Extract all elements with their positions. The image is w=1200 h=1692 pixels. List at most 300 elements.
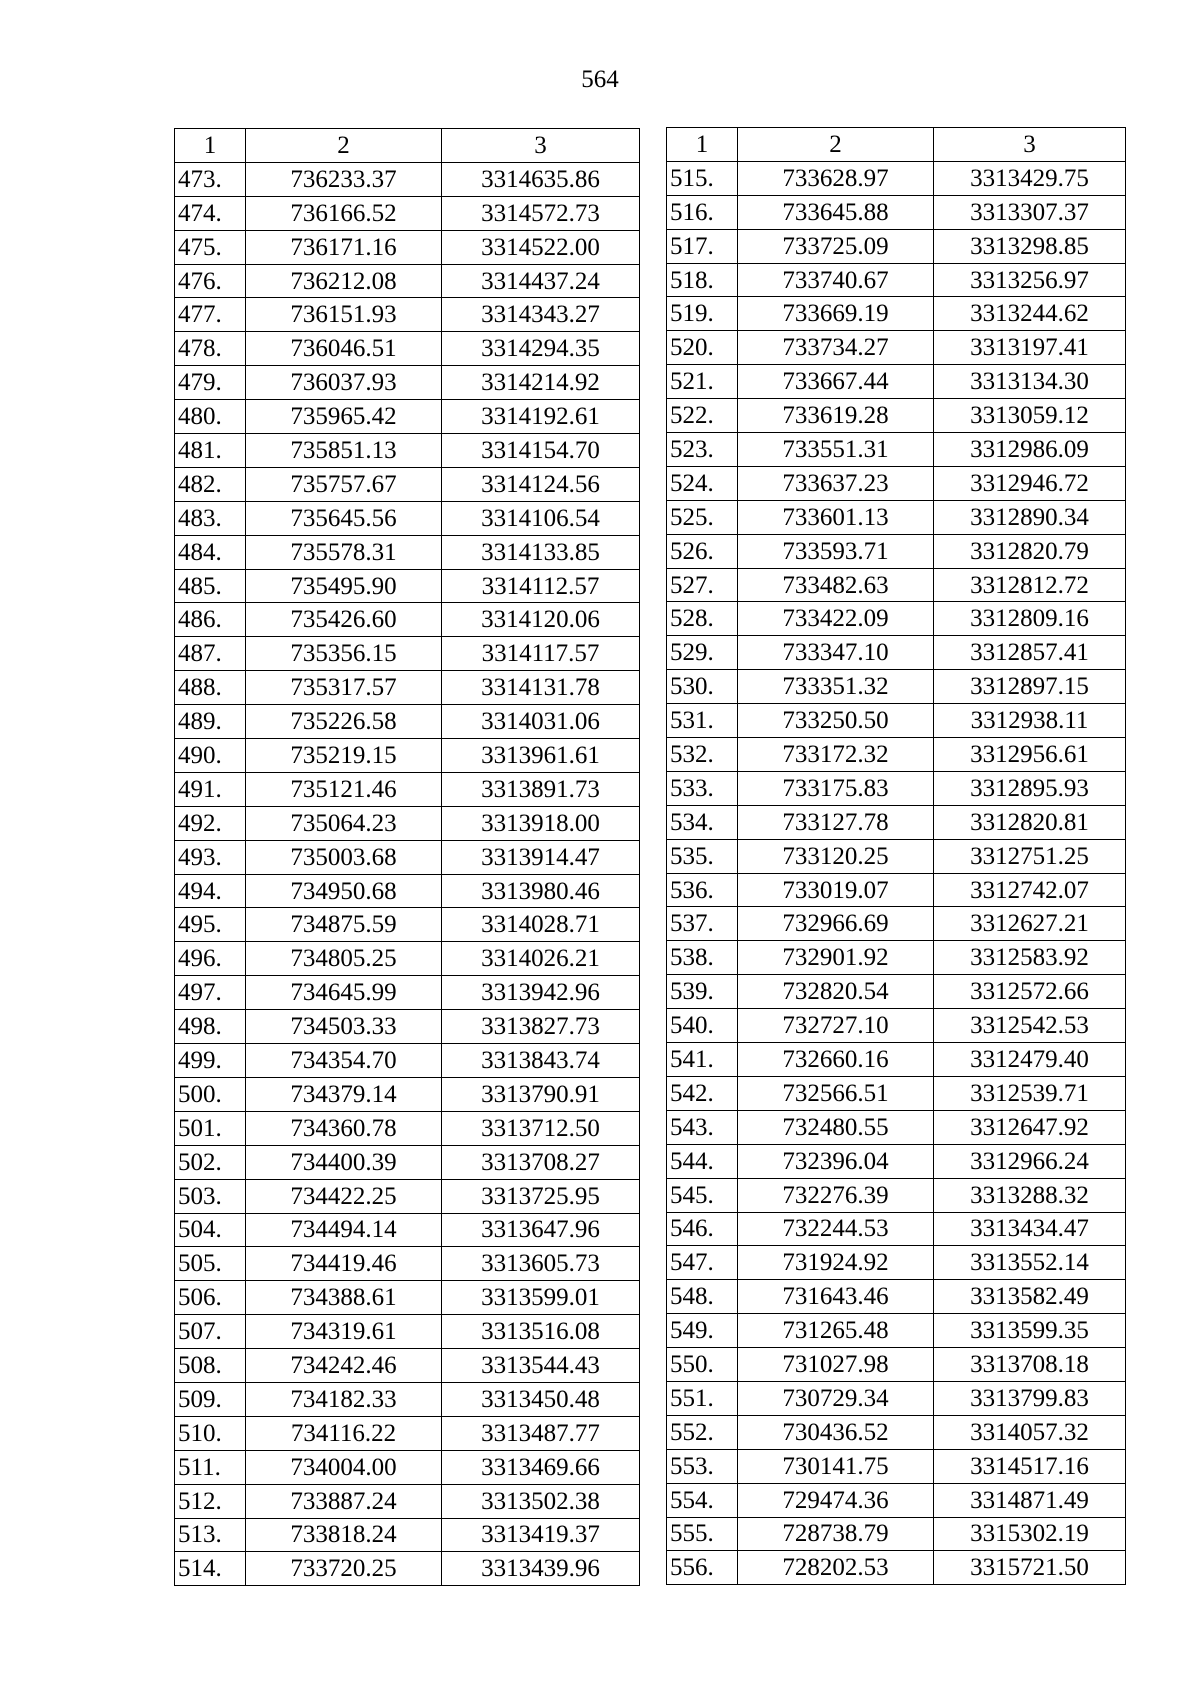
table-row xyxy=(667,771,1126,805)
coordinate-y: 3313516.08 xyxy=(442,1315,640,1349)
coordinate-y: 3314522.00 xyxy=(442,230,640,264)
point-number: 493. xyxy=(175,840,246,874)
table-row xyxy=(667,331,1126,365)
coordinate-y: 3312890.34 xyxy=(934,500,1126,534)
point-number: 502. xyxy=(175,1145,246,1179)
coordinate-x: 734422.25 xyxy=(246,1179,442,1213)
point-number: 475. xyxy=(175,230,246,264)
coordinate-x: 735064.23 xyxy=(246,806,442,840)
point-number: 543. xyxy=(667,1110,738,1144)
table-row xyxy=(175,569,640,603)
coordinate-y: 3313799.83 xyxy=(934,1381,1126,1415)
point-number: 496. xyxy=(175,942,246,976)
coordinate-x: 732276.39 xyxy=(738,1178,934,1212)
coordinate-y: 3314214.92 xyxy=(442,366,640,400)
point-number: 534. xyxy=(667,805,738,839)
table-row xyxy=(667,1178,1126,1212)
coordinate-x: 733734.27 xyxy=(738,331,934,365)
coordinate-y: 3314131.78 xyxy=(442,671,640,705)
coordinate-y: 3312627.21 xyxy=(934,907,1126,941)
point-number: 522. xyxy=(667,399,738,433)
table-row xyxy=(667,229,1126,263)
coordinate-x: 734379.14 xyxy=(246,1077,442,1111)
coordinate-x: 733482.63 xyxy=(738,568,934,602)
coordinate-y: 3314294.35 xyxy=(442,332,640,366)
table-row xyxy=(667,1043,1126,1077)
coordinate-y: 3313647.96 xyxy=(442,1213,640,1247)
point-number: 484. xyxy=(175,535,246,569)
point-number: 485. xyxy=(175,569,246,603)
point-number: 548. xyxy=(667,1280,738,1314)
coordinate-y: 3314106.54 xyxy=(442,501,640,535)
coordinate-x: 734875.59 xyxy=(246,908,442,942)
coordinate-y: 3314437.24 xyxy=(442,264,640,298)
table-row xyxy=(175,1044,640,1078)
table-row xyxy=(667,1009,1126,1043)
table-row xyxy=(667,1517,1126,1551)
coordinate-x: 734400.39 xyxy=(246,1145,442,1179)
point-number: 535. xyxy=(667,839,738,873)
point-number: 477. xyxy=(175,298,246,332)
coordinate-y: 3312946.72 xyxy=(934,466,1126,500)
coordinate-x: 733619.28 xyxy=(738,399,934,433)
coordinate-x: 734242.46 xyxy=(246,1349,442,1383)
coordinate-y: 3312820.81 xyxy=(934,805,1126,839)
coordinate-y: 3314517.16 xyxy=(934,1449,1126,1483)
coordinate-y: 3312539.71 xyxy=(934,1076,1126,1110)
coordinate-y: 3314133.85 xyxy=(442,535,640,569)
table-row xyxy=(175,366,640,400)
table-row xyxy=(667,500,1126,534)
coordinate-y: 3313307.37 xyxy=(934,195,1126,229)
point-number: 504. xyxy=(175,1213,246,1247)
table-row xyxy=(667,1076,1126,1110)
point-number: 555. xyxy=(667,1517,738,1551)
coordinate-x: 735356.15 xyxy=(246,637,442,671)
coordinate-y: 3314154.70 xyxy=(442,434,640,468)
table-row xyxy=(667,873,1126,907)
column-header-2: 2 xyxy=(246,129,442,163)
coordinate-x: 733720.25 xyxy=(246,1552,442,1586)
table-row xyxy=(175,162,640,196)
table-row xyxy=(667,839,1126,873)
point-number: 473. xyxy=(175,162,246,196)
point-number: 500. xyxy=(175,1077,246,1111)
coordinate-y: 3314572.73 xyxy=(442,196,640,230)
coordinate-x: 730729.34 xyxy=(738,1381,934,1415)
point-number: 508. xyxy=(175,1349,246,1383)
coordinate-y: 3313059.12 xyxy=(934,399,1126,433)
coordinate-y: 3312857.41 xyxy=(934,636,1126,670)
coordinate-y: 3313582.49 xyxy=(934,1280,1126,1314)
point-number: 556. xyxy=(667,1551,738,1585)
coordinate-x: 736166.52 xyxy=(246,196,442,230)
coordinate-x: 733422.09 xyxy=(738,602,934,636)
table-row xyxy=(175,1077,640,1111)
coordinate-y: 3313298.85 xyxy=(934,229,1126,263)
coordinate-y: 3313288.32 xyxy=(934,1178,1126,1212)
coordinate-x: 733628.97 xyxy=(738,161,934,195)
table-row xyxy=(667,1110,1126,1144)
coordinate-x: 733593.71 xyxy=(738,534,934,568)
table-row xyxy=(667,738,1126,772)
table-row xyxy=(667,161,1126,195)
coordinate-x: 736037.93 xyxy=(246,366,442,400)
table-row xyxy=(667,1483,1126,1517)
coordinate-x: 735578.31 xyxy=(246,535,442,569)
coordinate-x: 733250.50 xyxy=(738,704,934,738)
coordinate-x: 736151.93 xyxy=(246,298,442,332)
coordinate-y: 3312986.09 xyxy=(934,433,1126,467)
coordinate-y: 3312479.40 xyxy=(934,1043,1126,1077)
coordinate-y: 3313918.00 xyxy=(442,806,640,840)
table-row xyxy=(667,433,1126,467)
table-row xyxy=(667,1415,1126,1449)
coordinate-x: 733551.31 xyxy=(738,433,934,467)
point-number: 549. xyxy=(667,1314,738,1348)
coordinate-y: 3312820.79 xyxy=(934,534,1126,568)
coordinate-y: 3313827.73 xyxy=(442,1010,640,1044)
point-number: 518. xyxy=(667,263,738,297)
coordinate-x: 735226.58 xyxy=(246,705,442,739)
coordinate-x: 733645.88 xyxy=(738,195,934,229)
table-row xyxy=(175,230,640,264)
coordinates-table-left xyxy=(174,128,640,1586)
table-row xyxy=(175,739,640,773)
coordinate-y: 3314057.32 xyxy=(934,1415,1126,1449)
point-number: 542. xyxy=(667,1076,738,1110)
point-number: 501. xyxy=(175,1111,246,1145)
coordinate-x: 735219.15 xyxy=(246,739,442,773)
point-number: 529. xyxy=(667,636,738,670)
table-row xyxy=(667,602,1126,636)
coordinate-y: 3314192.61 xyxy=(442,400,640,434)
table-row xyxy=(175,671,640,705)
coordinate-y: 3312572.66 xyxy=(934,975,1126,1009)
coordinate-y: 3313599.35 xyxy=(934,1314,1126,1348)
table-row xyxy=(667,568,1126,602)
coordinate-y: 3313419.37 xyxy=(442,1518,640,1552)
point-number: 532. xyxy=(667,738,738,772)
coordinate-x: 732727.10 xyxy=(738,1009,934,1043)
column-header-1: 1 xyxy=(667,128,738,162)
point-number: 505. xyxy=(175,1247,246,1281)
coordinate-y: 3315302.19 xyxy=(934,1517,1126,1551)
point-number: 478. xyxy=(175,332,246,366)
coordinate-y: 3313725.95 xyxy=(442,1179,640,1213)
coordinate-x: 733637.23 xyxy=(738,466,934,500)
coordinate-x: 732244.53 xyxy=(738,1212,934,1246)
coordinate-x: 735317.57 xyxy=(246,671,442,705)
coordinate-y: 3313843.74 xyxy=(442,1044,640,1078)
table-row xyxy=(175,298,640,332)
table-row xyxy=(175,1111,640,1145)
table-row xyxy=(667,636,1126,670)
coordinate-x: 734494.14 xyxy=(246,1213,442,1247)
table-row xyxy=(667,466,1126,500)
coordinate-x: 734950.68 xyxy=(246,874,442,908)
point-number: 528. xyxy=(667,602,738,636)
point-number: 483. xyxy=(175,501,246,535)
coordinate-x: 730436.52 xyxy=(738,1415,934,1449)
point-number: 509. xyxy=(175,1382,246,1416)
coordinate-x: 734319.61 xyxy=(246,1315,442,1349)
point-number: 546. xyxy=(667,1212,738,1246)
coordinate-x: 731027.98 xyxy=(738,1348,934,1382)
table-row xyxy=(667,195,1126,229)
coordinate-y: 3312583.92 xyxy=(934,941,1126,975)
table-row xyxy=(175,840,640,874)
coordinate-x: 733740.67 xyxy=(738,263,934,297)
coordinate-y: 3312895.93 xyxy=(934,771,1126,805)
column-header-1: 1 xyxy=(175,129,246,163)
table-row xyxy=(175,467,640,501)
coordinate-y: 3314635.86 xyxy=(442,162,640,196)
point-number: 533. xyxy=(667,771,738,805)
point-number: 554. xyxy=(667,1483,738,1517)
table-row xyxy=(667,975,1126,1009)
point-number: 499. xyxy=(175,1044,246,1078)
coordinate-x: 733120.25 xyxy=(738,839,934,873)
table-row xyxy=(175,603,640,637)
coordinate-x: 735757.67 xyxy=(246,467,442,501)
coordinate-y: 3313244.62 xyxy=(934,297,1126,331)
table-row xyxy=(175,535,640,569)
coordinate-y: 3314343.27 xyxy=(442,298,640,332)
table-row xyxy=(175,1349,640,1383)
coordinate-y: 3313134.30 xyxy=(934,365,1126,399)
point-number: 526. xyxy=(667,534,738,568)
coordinate-y: 3313605.73 xyxy=(442,1247,640,1281)
coordinate-y: 3313487.77 xyxy=(442,1416,640,1450)
coordinate-y: 3313429.75 xyxy=(934,161,1126,195)
table-row xyxy=(175,806,640,840)
point-number: 474. xyxy=(175,196,246,230)
coordinate-x: 735121.46 xyxy=(246,772,442,806)
point-number: 503. xyxy=(175,1179,246,1213)
coordinate-x: 735426.60 xyxy=(246,603,442,637)
point-number: 515. xyxy=(667,161,738,195)
coordinate-y: 3313450.48 xyxy=(442,1382,640,1416)
coordinate-x: 732901.92 xyxy=(738,941,934,975)
table-row xyxy=(667,365,1126,399)
coordinate-x: 733887.24 xyxy=(246,1484,442,1518)
point-number: 551. xyxy=(667,1381,738,1415)
table-row xyxy=(667,1449,1126,1483)
table-row xyxy=(667,399,1126,433)
table-row xyxy=(175,1247,640,1281)
point-number: 517. xyxy=(667,229,738,263)
coordinate-y: 3313708.18 xyxy=(934,1348,1126,1382)
table-row xyxy=(667,1551,1126,1585)
page-number: 564 xyxy=(581,66,619,93)
table-row xyxy=(175,1484,640,1518)
coordinate-y: 3313790.91 xyxy=(442,1077,640,1111)
point-number: 510. xyxy=(175,1416,246,1450)
coordinate-x: 733601.13 xyxy=(738,500,934,534)
coordinate-y: 3313961.61 xyxy=(442,739,640,773)
table-row xyxy=(175,1450,640,1484)
coordinate-y: 3313552.14 xyxy=(934,1246,1126,1280)
column-header-2: 2 xyxy=(738,128,934,162)
point-number: 482. xyxy=(175,467,246,501)
coordinate-x: 733667.44 xyxy=(738,365,934,399)
coordinate-y: 3313197.41 xyxy=(934,331,1126,365)
point-number: 479. xyxy=(175,366,246,400)
coordinate-x: 729474.36 xyxy=(738,1483,934,1517)
coordinate-y: 3314120.06 xyxy=(442,603,640,637)
point-number: 521. xyxy=(667,365,738,399)
coordinate-x: 733669.19 xyxy=(738,297,934,331)
point-number: 537. xyxy=(667,907,738,941)
table-row xyxy=(667,1381,1126,1415)
table-row xyxy=(175,1552,640,1586)
point-number: 488. xyxy=(175,671,246,705)
point-number: 539. xyxy=(667,975,738,1009)
point-number: 523. xyxy=(667,433,738,467)
point-number: 512. xyxy=(175,1484,246,1518)
table-row xyxy=(667,263,1126,297)
coordinates-table-right xyxy=(666,127,1126,1585)
coordinate-y: 3313469.66 xyxy=(442,1450,640,1484)
coordinate-y: 3314028.71 xyxy=(442,908,640,942)
coordinate-y: 3312897.15 xyxy=(934,670,1126,704)
table-row xyxy=(175,1179,640,1213)
coordinate-x: 733351.32 xyxy=(738,670,934,704)
coordinate-x: 735495.90 xyxy=(246,569,442,603)
point-number: 531. xyxy=(667,704,738,738)
column-header-3: 3 xyxy=(934,128,1126,162)
coordinate-y: 3313599.01 xyxy=(442,1281,640,1315)
coordinate-y: 3313544.43 xyxy=(442,1349,640,1383)
point-number: 507. xyxy=(175,1315,246,1349)
point-number: 524. xyxy=(667,466,738,500)
coordinate-y: 3315721.50 xyxy=(934,1551,1126,1585)
point-number: 550. xyxy=(667,1348,738,1382)
coordinate-x: 735645.56 xyxy=(246,501,442,535)
table-row xyxy=(667,1280,1126,1314)
coordinate-y: 3314124.56 xyxy=(442,467,640,501)
point-number: 513. xyxy=(175,1518,246,1552)
coordinate-x: 731924.92 xyxy=(738,1246,934,1280)
coordinate-y: 3312647.92 xyxy=(934,1110,1126,1144)
table-row xyxy=(175,1213,640,1247)
point-number: 495. xyxy=(175,908,246,942)
coordinate-x: 732396.04 xyxy=(738,1144,934,1178)
table-row xyxy=(667,670,1126,704)
point-number: 536. xyxy=(667,873,738,907)
coordinate-x: 736212.08 xyxy=(246,264,442,298)
coordinate-y: 3314026.21 xyxy=(442,942,640,976)
point-number: 489. xyxy=(175,705,246,739)
coordinate-y: 3313942.96 xyxy=(442,976,640,1010)
coordinate-x: 735851.13 xyxy=(246,434,442,468)
point-number: 519. xyxy=(667,297,738,331)
point-number: 486. xyxy=(175,603,246,637)
coordinate-y: 3314871.49 xyxy=(934,1483,1126,1517)
coordinate-x: 733019.07 xyxy=(738,873,934,907)
coordinate-x: 732660.16 xyxy=(738,1043,934,1077)
table-row xyxy=(667,297,1126,331)
coordinate-y: 3313256.97 xyxy=(934,263,1126,297)
coordinate-y: 3314112.57 xyxy=(442,569,640,603)
coordinate-x: 734116.22 xyxy=(246,1416,442,1450)
coordinate-x: 736233.37 xyxy=(246,162,442,196)
coordinate-y: 3313914.47 xyxy=(442,840,640,874)
point-number: 480. xyxy=(175,400,246,434)
coordinate-x: 736046.51 xyxy=(246,332,442,366)
table-row xyxy=(175,908,640,942)
coordinate-y: 3314031.06 xyxy=(442,705,640,739)
point-number: 514. xyxy=(175,1552,246,1586)
point-number: 541. xyxy=(667,1043,738,1077)
point-number: 498. xyxy=(175,1010,246,1044)
coordinate-x: 732820.54 xyxy=(738,975,934,1009)
table-row xyxy=(175,1416,640,1450)
table-row xyxy=(667,1246,1126,1280)
table-row xyxy=(175,1315,640,1349)
coordinate-y: 3312742.07 xyxy=(934,873,1126,907)
coordinate-x: 735003.68 xyxy=(246,840,442,874)
coordinate-y: 3312751.25 xyxy=(934,839,1126,873)
table-row xyxy=(175,1382,640,1416)
table-row xyxy=(175,1145,640,1179)
table-row xyxy=(175,705,640,739)
point-number: 538. xyxy=(667,941,738,975)
point-number: 525. xyxy=(667,500,738,534)
table-row xyxy=(175,772,640,806)
coordinate-x: 734182.33 xyxy=(246,1382,442,1416)
coordinate-x: 734388.61 xyxy=(246,1281,442,1315)
point-number: 481. xyxy=(175,434,246,468)
coordinate-y: 3313502.38 xyxy=(442,1484,640,1518)
table-row xyxy=(667,1314,1126,1348)
coordinate-x: 735965.42 xyxy=(246,400,442,434)
coordinate-x: 734354.70 xyxy=(246,1044,442,1078)
table-row xyxy=(175,1281,640,1315)
coordinate-x: 734419.46 xyxy=(246,1247,442,1281)
table-row xyxy=(175,400,640,434)
coordinate-x: 733725.09 xyxy=(738,229,934,263)
point-number: 490. xyxy=(175,739,246,773)
coordinate-x: 728202.53 xyxy=(738,1551,934,1585)
coordinate-y: 3312966.24 xyxy=(934,1144,1126,1178)
table-row xyxy=(175,501,640,535)
point-number: 491. xyxy=(175,772,246,806)
point-number: 520. xyxy=(667,331,738,365)
coordinate-x: 733347.10 xyxy=(738,636,934,670)
point-number: 494. xyxy=(175,874,246,908)
coordinate-x: 734360.78 xyxy=(246,1111,442,1145)
table-row xyxy=(667,1212,1126,1246)
coordinate-x: 732480.55 xyxy=(738,1110,934,1144)
table-row xyxy=(667,1144,1126,1178)
point-number: 530. xyxy=(667,670,738,704)
header-row xyxy=(175,129,640,163)
coordinate-x: 733818.24 xyxy=(246,1518,442,1552)
coordinate-x: 734645.99 xyxy=(246,976,442,1010)
coordinate-x: 734503.33 xyxy=(246,1010,442,1044)
point-number: 506. xyxy=(175,1281,246,1315)
coordinate-x: 728738.79 xyxy=(738,1517,934,1551)
table-row xyxy=(175,976,640,1010)
coordinate-x: 731643.46 xyxy=(738,1280,934,1314)
table-row xyxy=(175,1518,640,1552)
table-row xyxy=(667,941,1126,975)
coordinate-y: 3312812.72 xyxy=(934,568,1126,602)
table-row xyxy=(175,332,640,366)
point-number: 516. xyxy=(667,195,738,229)
